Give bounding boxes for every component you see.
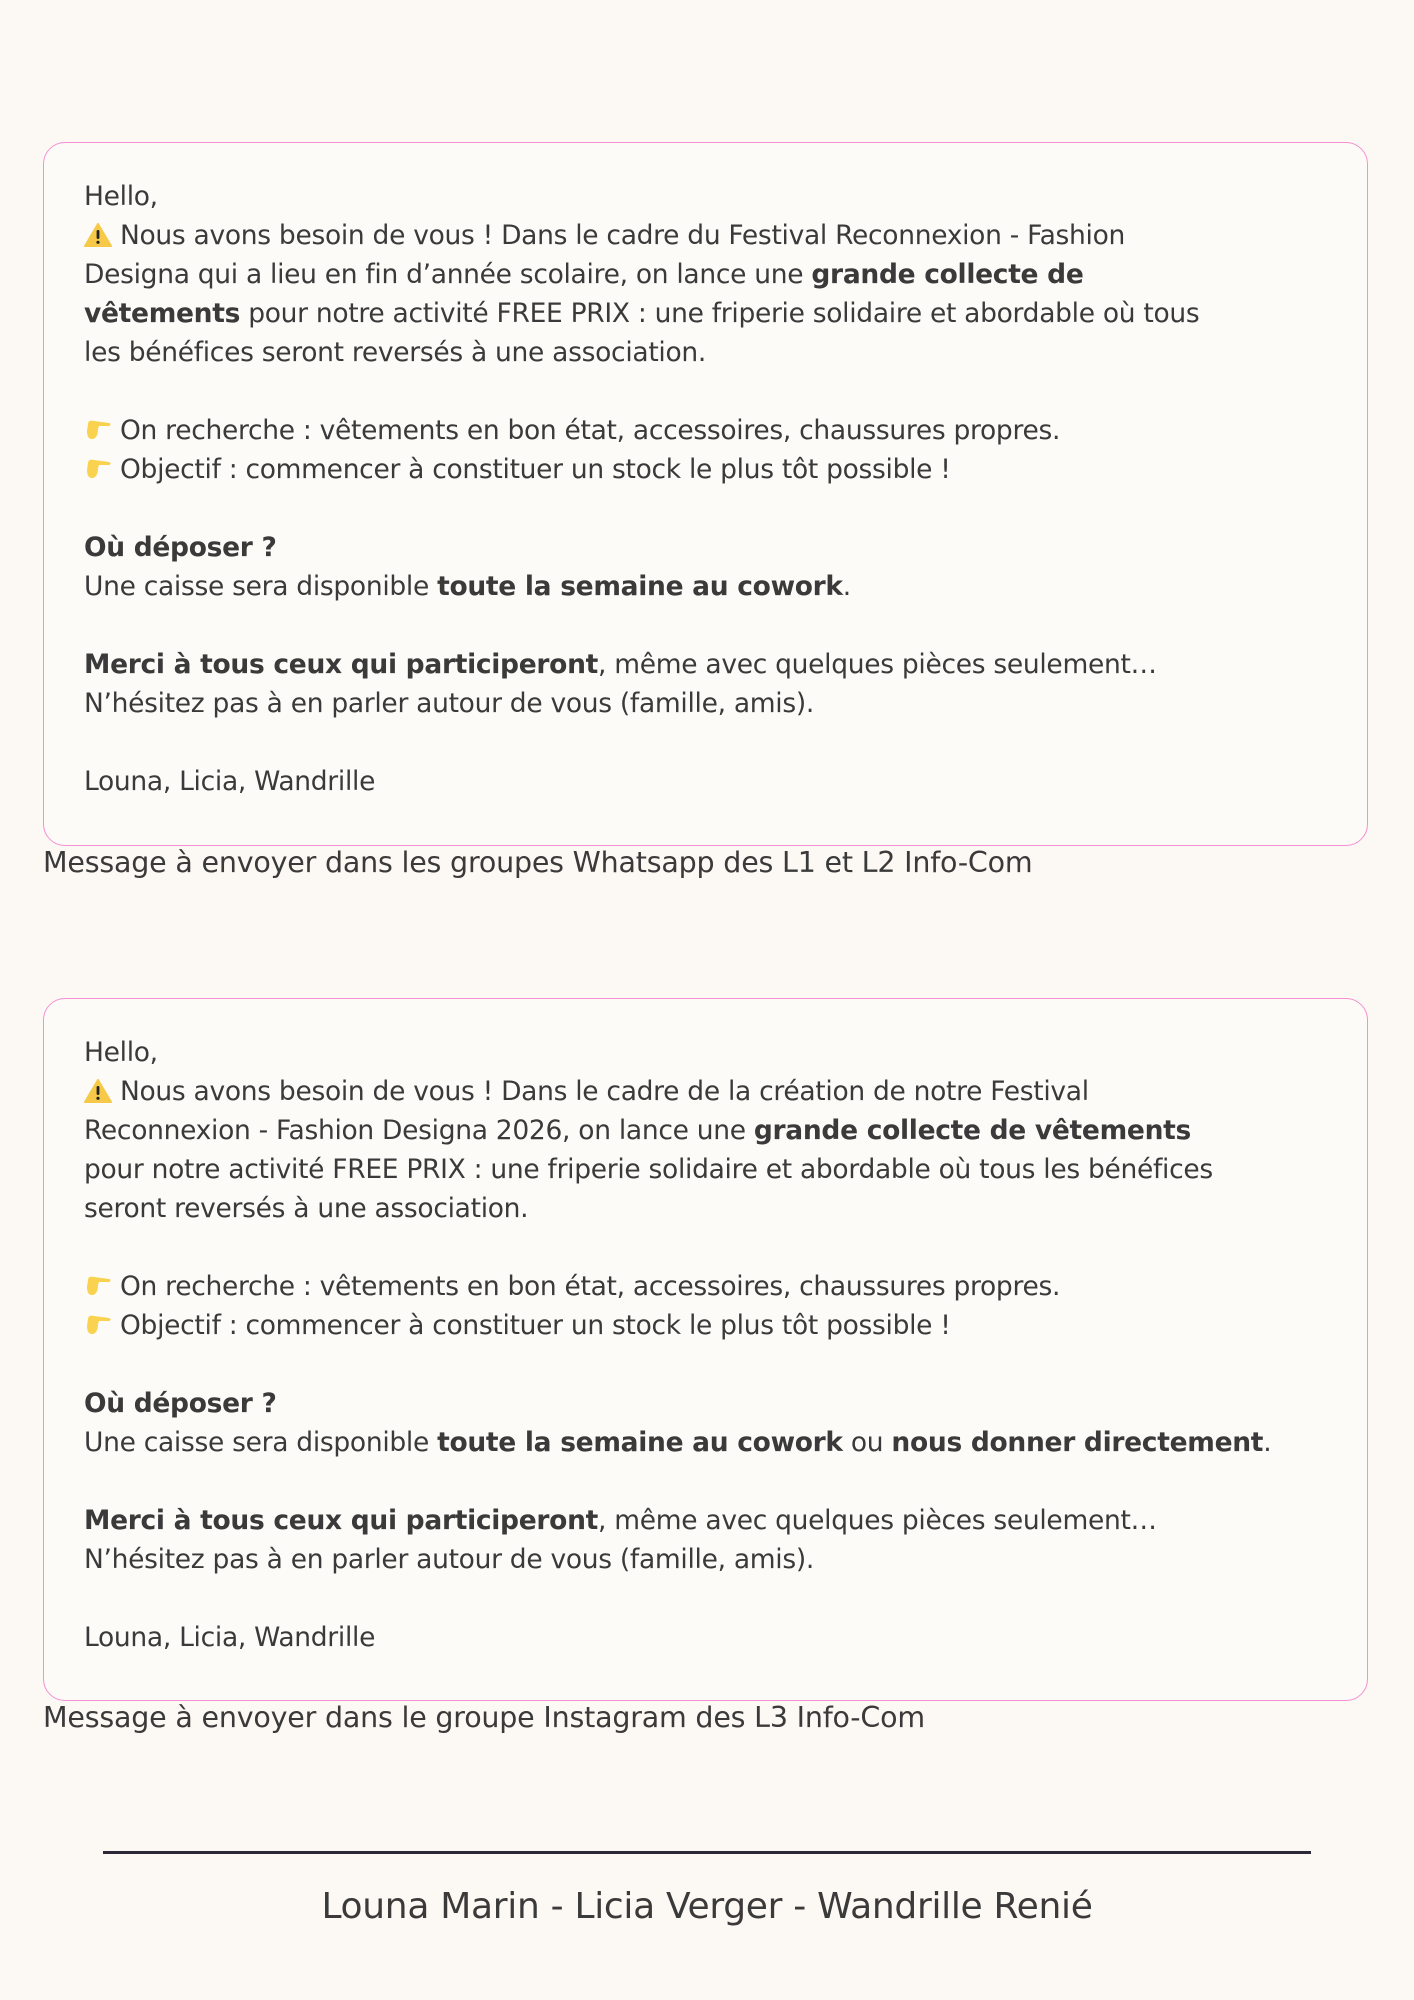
where-line: Une caisse sera disponible toute la semaine au cowork ou nous donner directement. — [84, 1427, 1272, 1458]
footer-authors: Louna Marin - Licia Verger - Wandrille Renié — [321, 1886, 1093, 1927]
intro-line-4: les bénéfices seront reversés à une association. — [84, 337, 707, 368]
caption-whatsapp: Message à envoyer dans les groupes Whatsapp des L1 et L2 Info-Com — [43, 846, 1033, 879]
bullet-item: On recherche : vêtements en bon état, accessoires, chaussures propres. — [84, 411, 1367, 450]
intro-line-1: Nous avons besoin de vous ! Dans le cadre du Festival Reconnexion - Fashion — [84, 216, 1367, 255]
message-card-instagram — [43, 998, 1368, 1701]
footer-divider — [103, 1851, 1311, 1854]
share-line: N’hésitez pas à en parler autour de vous (famille, amis). — [84, 688, 815, 719]
intro-line-4: seront reversés à une association. — [84, 1193, 529, 1224]
message-card-whatsapp — [43, 142, 1368, 846]
thanks-line: Merci à tous ceux qui participeront, même avec quelques pièces seulement… — [84, 649, 1157, 680]
caption-instagram: Message à envoyer dans le groupe Instagram des L3 Info-Com — [43, 1701, 925, 1734]
where-title: Où déposer ? — [84, 1388, 277, 1419]
signature: Louna, Licia, Wandrille — [84, 1622, 376, 1653]
intro-line-2: Designa qui a lieu en fin d’année scolaire, on lance une grande collecte de — [84, 259, 1084, 290]
warning-icon — [84, 223, 112, 247]
bullet-item: Objectif : commencer à constituer un stock le plus tôt possible ! — [84, 1306, 1367, 1345]
pointing-hand-icon — [84, 418, 112, 442]
where-line: Une caisse sera disponible toute la semaine au cowork. — [84, 571, 851, 602]
bullet-item: On recherche : vêtements en bon état, accessoires, chaussures propres. — [84, 1267, 1367, 1306]
greeting: Hello, — [84, 1037, 158, 1068]
share-line: N’hésitez pas à en parler autour de vous (famille, amis). — [84, 1544, 815, 1575]
pointing-hand-icon — [84, 1313, 112, 1337]
bullet-item: Objectif : commencer à constituer un stock le plus tôt possible ! — [84, 450, 1367, 489]
intro-line-2: Reconnexion - Fashion Designa 2026, on lance une grande collecte de vêtements — [84, 1115, 1191, 1146]
thanks-line: Merci à tous ceux qui participeront, même avec quelques pièces seulement… — [84, 1505, 1157, 1536]
intro-line-3: pour notre activité FREE PRIX : une friperie solidaire et abordable où tous les bénéfices — [84, 1154, 1213, 1185]
warning-icon — [84, 1079, 112, 1103]
signature: Louna, Licia, Wandrille — [84, 766, 376, 797]
intro-line-3: vêtements pour notre activité FREE PRIX : une friperie solidaire et abordable où tous — [84, 298, 1200, 329]
greeting: Hello, — [84, 181, 158, 212]
intro-line-1: Nous avons besoin de vous ! Dans le cadre de la création de notre Festival — [84, 1072, 1367, 1111]
pointing-hand-icon — [84, 1274, 112, 1298]
pointing-hand-icon — [84, 457, 112, 481]
where-title: Où déposer ? — [84, 532, 277, 563]
